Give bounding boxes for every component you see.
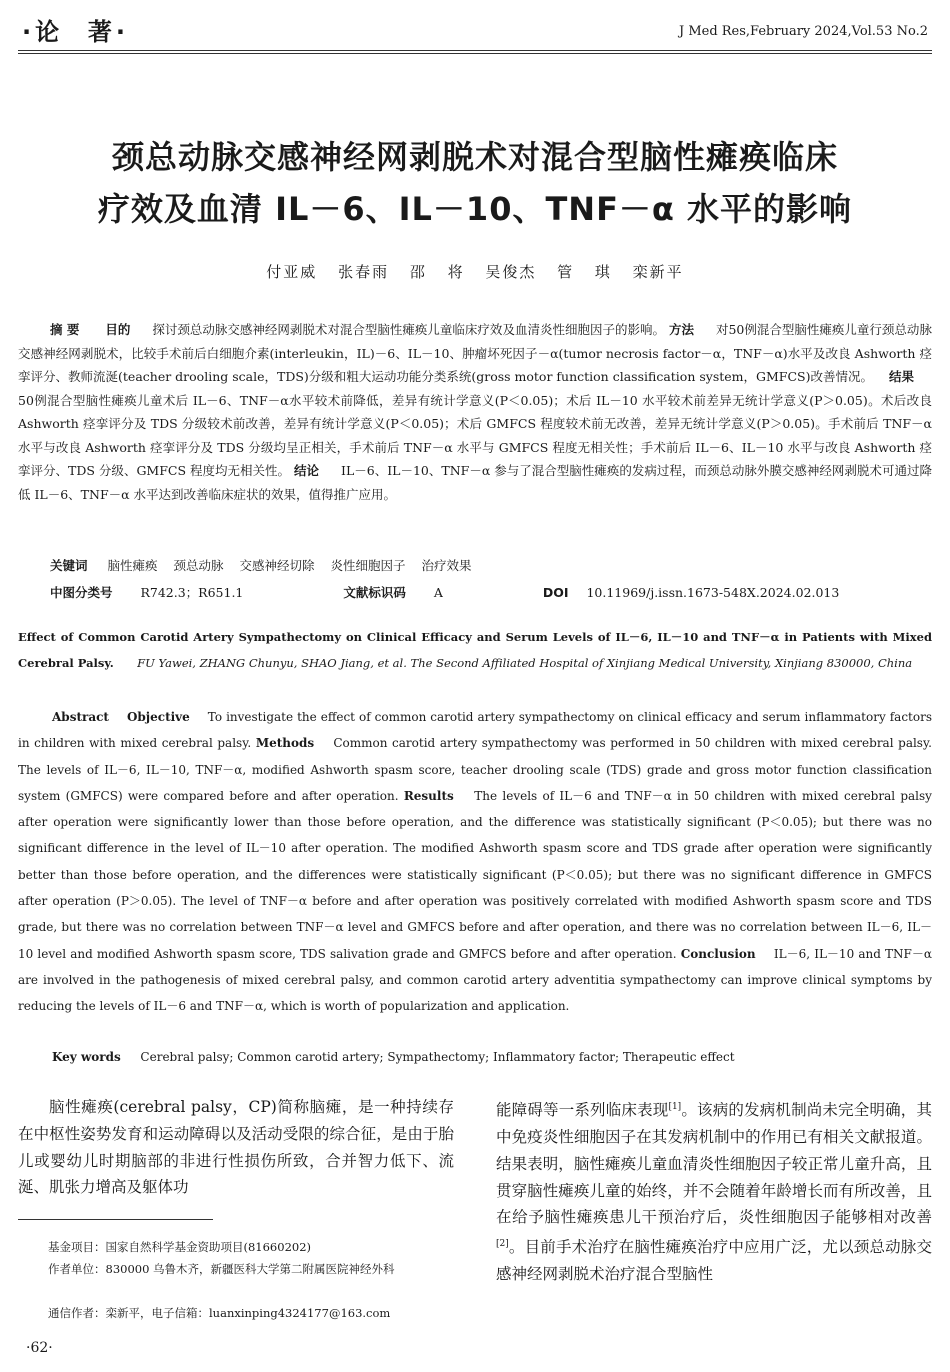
body-right-column [496,1094,932,1288]
keyword-item: 脑性瘫痪 [107,558,158,573]
footnote-fund: 基金项目：国家自然科学基金资助项目(81660202) [48,1240,312,1254]
en-abstract-label: Abstract [52,710,109,724]
en-conclusion-label: Conclusion [680,946,756,961]
keyword-item: 交感神经切除 [239,558,315,573]
section-label: ·论 著· [22,18,129,46]
classification-row [50,583,839,601]
footnote-rule [18,1219,213,1220]
conclusion-label: 结论 [294,463,320,478]
results-text: 50例混合型脑性瘫痪儿童术后 IL－6、TNF－α水平较术前降低，差异有统计学意义(P＜0.05)；术后 IL－10 水平较术前差异无统计学意义(P＞0.05)。术后改良 Ashworth 痉挛评分及 TDS 分级较术前改善，差异有统计学意义(P＜0.05)；术后 GMFCS 程度较术前无改善，差异无统计学意义(P＞0.05)。手术前后 TNF－α 水平与改良 Ashworth 痉挛评分及 TDS 分级均呈正相关，手术前后 TNF－α 水平与 GMFCS 程度无相关性；手术前后 IL－6、IL－10 水平与改良 Ashworth 痉挛评分、TDS 分级、GMFCS 程度均无相关性。 [18,392,932,478]
en-methods-label: Methods [255,736,315,751]
methods-label: 方法 [668,322,694,337]
header-rule [18,50,932,51]
doc-code-value: A [433,585,443,600]
citation-ref: [1] [668,1102,682,1112]
en-keywords-label: Key words [52,1050,121,1064]
citation-ref: [2] [496,1239,509,1250]
header-rule-2 [18,53,932,54]
clc-label: 中图分类号 [50,585,113,600]
english-authors: FU Yawei, ZHANG Chunyu, SHAO Jiang, et al. [137,656,407,670]
page-number: ·62· [26,1340,53,1356]
results-label: 结果 [888,369,914,384]
english-title: Effect of Common Carotid Artery Sympathectomy on Clinical Efficacy and Serum Levels of IL－6, IL－10 and TNF－α in Patients with Mixed Cerebral Palsy. [18,630,932,670]
doi-value: 10.11969/j.issn.1673-548X.2024.02.013 [586,585,840,600]
body-left-column: 脑性瘫痪(cerebral palsy，CP)简称脑瘫，是一种持续存在中枢性姿势发育和运动障碍以及活动受限的综合征，是由于胎儿或婴幼儿时期脑部的非进行性损伤所致，合并智力低下、流涎、肌张力增高及躯体功 [18,1098,454,1197]
en-objective-text: To investigate the effect of common carotid artery sympathectomy on clinical efficacy and serum inflammatory factors in children with mixed cerebral palsy. [18,710,932,751]
keyword-item: 颈总动脉 [173,558,224,573]
abstract-label: 摘 要 [50,322,80,337]
title-line-2: 疗效及血清 IL－6、IL－10、TNF－α 水平的影响 [97,190,853,228]
english-affiliation: The Second Affiliated Hospital of Xinjiang Medical University, Xinjiang 830000, China [410,656,913,670]
objective-text: 探讨颈总动脉交感神经网剥脱术对混合型脑性瘫痪儿童临床疗效及血清炎性细胞因子的影响。 [152,322,665,337]
en-keywords-text: Cerebral palsy; Common carotid artery; Sympathectomy; Inflammatory factor; Therapeutic effect [140,1050,735,1064]
keyword-item: 炎性细胞因子 [330,558,406,573]
en-methods-text: Common carotid artery sympathectomy was performed in 50 children with mixed cerebral palsy. The levels of IL－6, IL－10, TNF－α, modified Ashworth spasm score, teacher drooling scale (TDS) grade and gross motor function classification system (GMFCS) were compared before and after operation. [18,736,932,803]
body-text: 。目前手术治疗在脑性瘫痪治疗中应用广泛，尤以颈总动脉交感神经网剥脱术治疗混合型脑性 [496,1238,932,1284]
body-text: 。该病的发病机制尚未完全明确，其中免疫炎性细胞因子在其发病机制中的作用已有相关文献报道。结果表明，脑性瘫痪儿童血清炎性细胞因子较正常儿童升高，且贯穿脑性瘫痪儿童的始终，并不会随着年龄增长而有所改善，且在给予脑性瘫痪患儿干预治疗后，炎性细胞因子能够相对改善 [496,1101,932,1227]
footnote-affiliation: 作者单位：830000 乌鲁木齐，新疆医科大学第二附属医院神经外科 [48,1262,395,1276]
english-title-block [18,624,932,676]
clc-value: R742.3；R651.1 [140,585,244,600]
journal-citation: J Med Res,February 2024,Vol.53 No.2 [678,24,928,39]
keyword-item: 治疗效果 [421,558,472,573]
methods-text: 对50例混合型脑性瘫痪儿童行颈总动脉交感神经网剥脱术，比较手术前后白细胞介素(interleukin，IL)－6、IL－10、肿瘤坏死因子－α(tumor necrosis factor－α，TNF－α)水平及改良 Ashworth 痉挛评分、教师流涎(teacher drooling scale，TDS)分级和粗大运动功能分类系统(gross motor function classification system，GMFCS)改善情况。 [18,322,932,384]
keywords-label: 关键词 [50,558,88,573]
en-conclusion-text: IL－6, IL－10 and TNF－α are involved in the pathogenesis of mixed cerebral palsy, and common carotid artery adventitia sympathectomy can improve clinical symptoms by reducing the levels of IL－6 and TNF－α, which is worth of popularization and application. [18,946,932,1014]
footnote-correspondence: 通信作者：栾新平，电子信箱：luanxinping4324177@163.com [48,1306,391,1320]
conclusion-text: IL－6、IL－10、TNF－α 参与了混合型脑性瘫痪的发病过程，而颈总动脉外膜交感神经网剥脱术可通过降低 IL－6、TNF－α 水平达到改善临床症状的效果，值得推广应用。 [18,463,932,502]
author-list: 付亚威 张春雨 邵 将 吴俊杰 管 琪 栾新平 [266,263,684,281]
doi-label: DOI [542,585,569,600]
doc-code-label: 文献标识码 [343,585,406,600]
en-results-text: The levels of IL－6 and TNF－α in 50 children with mixed cerebral palsy after operation were significantly lower than those before operation, and the difference was statistically significant (P＜0.05); but there was no significant difference in the level of IL－10 after operation. The modified Ashworth spasm score and TDS grade after operation were significantly better than those before operation, and the differences were statistically significant (P＜0.05); but there was no significant difference in GMFCS after operation (P＞0.05). The level of TNF－α before and after operation was positively correlated with modified Ashworth spasm score and TDS grade, but there was no correlation between TNF－α level and GMFCS before and after operation, and there was no correlation between IL－6, IL－10 level and modified Ashworth spasm score, TDS salivation grade and GMFCS before and after operation. [18,788,932,961]
keywords-row [50,556,484,574]
english-keywords-row [52,1050,735,1064]
title-line-1: 颈总动脉交感神经网剥脱术对混合型脑性瘫痪临床 [111,138,838,176]
objective-label: 目的 [105,322,131,337]
en-results-label: Results [403,788,454,803]
chinese-abstract [18,318,932,506]
body-text: 能障碍等一系列临床表现 [496,1101,669,1120]
english-abstract [18,704,932,1020]
en-objective-label: Objective [126,710,190,724]
